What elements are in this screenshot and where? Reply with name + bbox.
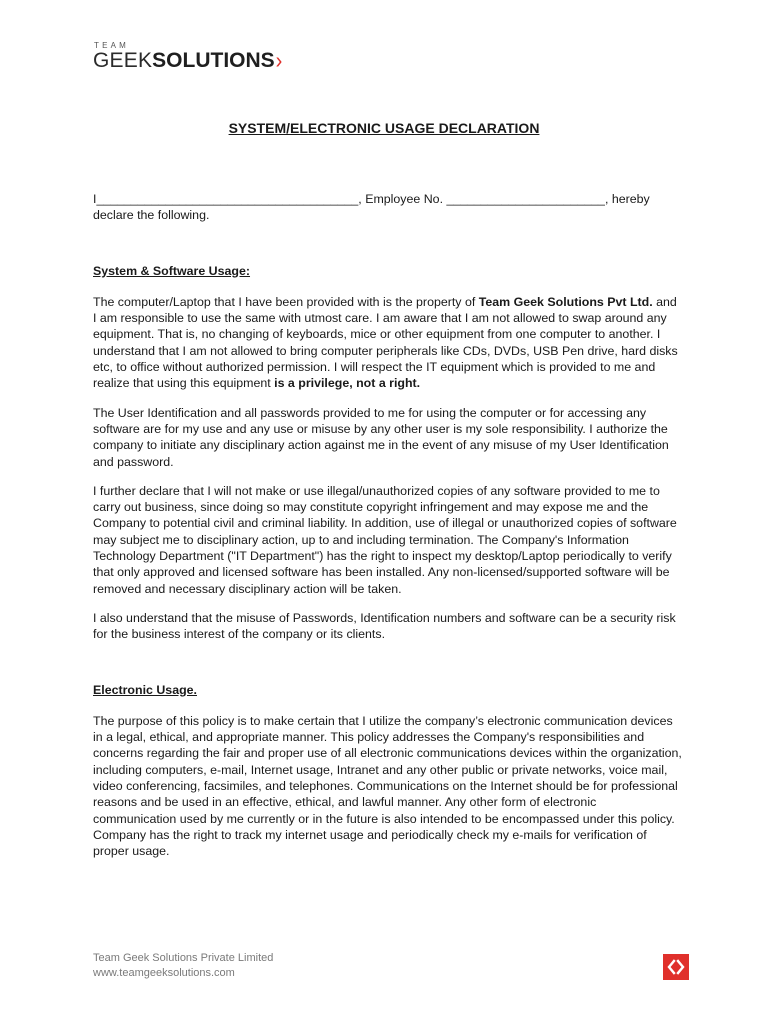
- logo-wordmark: [93, 50, 282, 72]
- footer-company-name: Team Geek Solutions Private Limited: [93, 952, 274, 964]
- intro-line-1: I______________________________________, Employee No. _______________________, hereby: [93, 192, 650, 206]
- company-logo: [93, 42, 282, 72]
- document-body: [93, 191, 683, 873]
- footer-logo-badge: [663, 954, 689, 980]
- intro-line-2: declare the following.: [93, 208, 210, 223]
- paragraph-software-copies: I further declare that I will not make or use illegal/unauthorized copies of any software provided to me to carry out business, since doing so may constitute copyright infringement and may expose me and the Company to potential civil and criminal liability. In addition, use of illegal or unauthorized copies of software may subject me to disciplinary action, up to and including termination. The Company's Information Technology Department ("IT Department") has the right to inspect my desktop/Laptop periodically to verify that only approved and licensed software has been installed. Any non-licensed/supported software will be removed and necessary disciplinary action will be taken.: [93, 483, 677, 596]
- logo-chevron-icon: ›: [275, 48, 283, 74]
- logo-team-text: TEAM: [94, 41, 130, 50]
- page-footer: [93, 951, 273, 981]
- intro-paragraph: [93, 191, 683, 224]
- logo-solutions-text: SOLUTIONS: [152, 49, 275, 72]
- code-brackets-icon: [666, 957, 686, 977]
- paragraph-property-text-a: The computer/Laptop that I have been provided with is the property of: [93, 294, 479, 309]
- paragraph-property: [93, 294, 683, 392]
- company-name-bold: Team Geek Solutions Pvt Ltd.: [478, 294, 653, 309]
- section-heading-system-software: System & Software Usage:: [93, 263, 251, 278]
- document-title: SYSTEM/ELECTRONIC USAGE DECLARATION: [228, 120, 540, 136]
- paragraph-user-identification: The User Identification and all passwords provided to me for using the computer or for accessing any software are for my use and any use or misuse by any other user is my sole responsibility. I authorize the company to initiate any disciplinary action against me in the event of any misuse of my User Identification and password.: [93, 405, 669, 469]
- paragraph-misuse-risk: I also understand that the misuse of Passwords, Identification numbers and software can be a security risk for the business interest of the company or its clients.: [93, 610, 676, 642]
- section-heading-electronic-usage: Electronic Usage.: [93, 682, 197, 697]
- logo-geek-text: GEEK: [93, 49, 153, 72]
- privilege-bold: is a privilege, not a right.: [274, 376, 421, 391]
- paragraph-electronic-policy: The purpose of this policy is to make certain that I utilize the company’s electronic communication devices in a legal, ethical, and appropriate manner. This policy addresses the Company's responsibilities and concerns regarding the fair and proper use of all electronic communications devices within the organization, including computers, e-mail, Internet usage, Intranet and any other public or private networks, voice mail, video conferencing, facsimiles, and telephones. Communications on the Internet should be for professional reasons and be used in an effective, ethical, and lawful manner. Any other form of electronic communication used by me currently or in the future is also intended to be encompassed under this policy. Company has the right to track my internet usage and periodically check my e-mails for verification of proper usage.: [93, 713, 682, 859]
- paragraph-property-text-b: and I am responsible to use the same with utmost care. I am aware that I am not allowed to swap around any equipment. That is, no changing of keyboards, mice or other equipment from one computer to another. I understand that I am not allowed to bring computer peripherals like CDs, DVDs, USB Pen drive, hard disks etc, to office without authorized permission. I will respect the IT equipment which is provided to me and realize that using this equipment: [93, 294, 678, 391]
- footer-website: www.teamgeeksolutions.com: [93, 967, 235, 979]
